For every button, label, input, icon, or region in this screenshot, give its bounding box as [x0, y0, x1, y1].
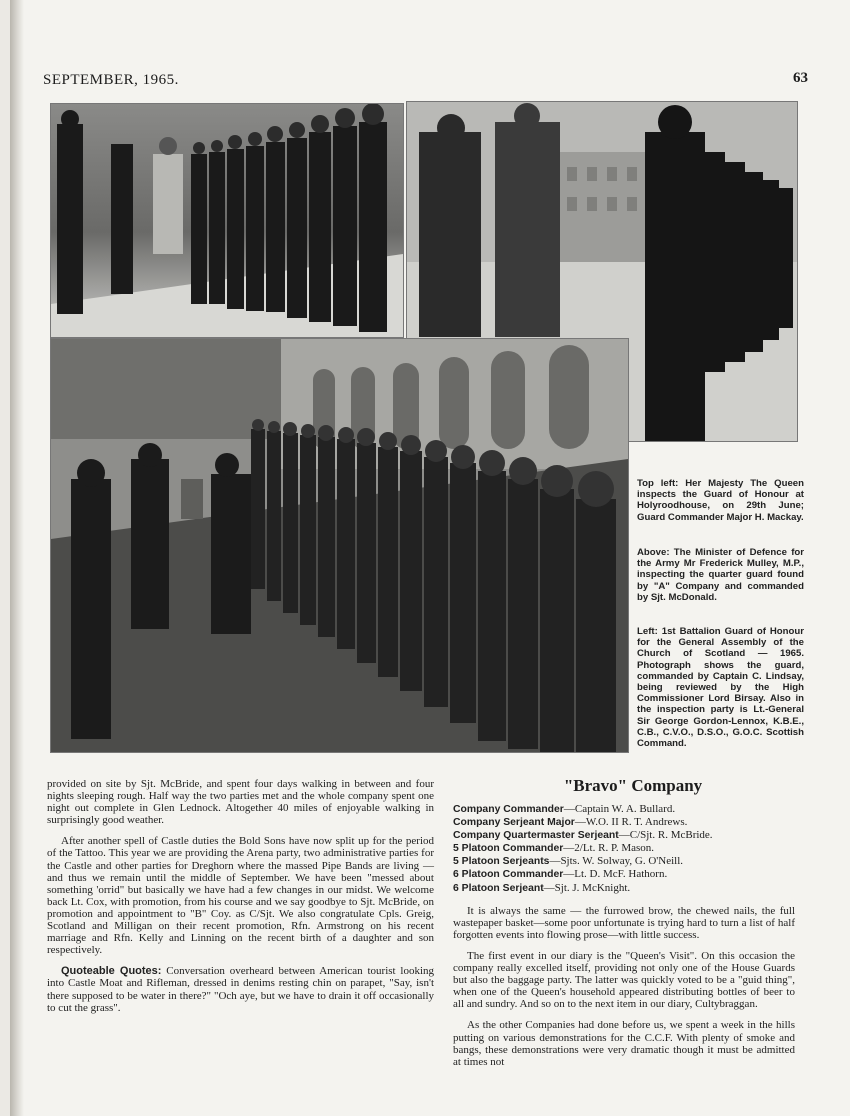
roster-role: 6 Platoon Serjeant: [453, 882, 544, 894]
company-roster: [453, 803, 795, 895]
roster-item: [453, 868, 795, 881]
roster-item: [453, 855, 795, 868]
section-title: "Bravo" Company: [563, 776, 703, 795]
caption-above: Above: The Minister of Defence for the Army Mr Frederick Mulley, M.P., inspecting the quarter guard found by "A" Company and commanded by Sjt. McDonald.: [637, 547, 804, 603]
caption-left: Left: 1st Battalion Guard of Honour for the General Assembly of the Church of Scotland — 1965. Photograph shows the guard, commanded by Captain C. Lindsay, being reviewed by the High Commissioner Lord Birsay. Also in the inspection party is Lt.-General Sir George Gordon-Lennox, K.B.E., C.B., C.V.O., D.S.O., G.O.C. Scottish Command.: [637, 626, 804, 750]
photo-general-assembly-guard: [50, 338, 629, 753]
page-binding-shadow: [10, 0, 24, 1116]
magazine-page: [10, 0, 850, 1116]
photo-queen-inspection-image: [51, 104, 403, 337]
roster-name: —Sjts. W. Solway, G. O'Neill.: [549, 855, 684, 868]
roster-name: —2/Lt. R. P. Mason.: [563, 842, 655, 855]
roster-name: —Lt. D. McF. Hathorn.: [563, 868, 668, 881]
roster-name: —Captain W. A. Bullard.: [563, 803, 676, 815]
roster-role: 5 Platoon Commander: [453, 843, 564, 855]
photo-general-assembly-guard-image: [51, 339, 628, 752]
roster-name: —Sjt. J. McKnight.: [543, 881, 631, 894]
quoteable-quotes-label: Quoteable Quotes:: [61, 965, 162, 978]
article-paragraph: The first event in our diary is the "Queen's Visit". On this occasion the company really excelled itself, providing not only one of the House Guards but also the baggage party. The latter was quickly voted to be a "guid thing", when one of the Queen's household appeared distributing bottles of beer to all and sundry. And so on to the next item in our diary, Cultybraggan.: [453, 949, 795, 1011]
roster-role: 5 Platoon Serjeants: [453, 856, 550, 868]
roster-item: [453, 829, 795, 842]
article-paragraph: After another spell of Castle duties the Bold Sons have now split up for the period of the Tattoo. This year we are providing the Arena party, two administrative parties for the Castle and other parties for Dreghorn where the massed Pipe Bands are living — and thus we remain until the middle of September. We have been "messed about something 'orrid" but basically we have had a few changes in our midst. We welcome back Lt. Cox, with promotion, from his course and we say goodbye to Sjt. McBride, on promotion and appointment to "B" Coy. as C/Sjt. We also congratulate Cpls. Greig, Scotland and Milligan on their recent promotion, Rfn. Armstrong on his recent marriage and Rfn. Kelly and Linning on the recent birth of a daughter and son respectively.: [47, 835, 434, 957]
roster-role: Company Serjeant Major: [453, 817, 575, 829]
roster-name: —C/Sjt. R. McBride.: [618, 829, 713, 842]
roster-role: Company Commander: [453, 804, 564, 815]
article-paragraph: As the other Companies had done before us, we spent a week in the hills putting on various demonstrations for the C.C.F. With plenty of smoke and bangs, these demonstrations were very dramatic though it must be admitted at times not: [453, 1019, 795, 1068]
article-paragraph: It is always the same — the furrowed brow, the chewed nails, the full wastepaper basket—some poor unfortunate is trying hard to turn a list of half forgotten events into flowing prose—with little success.: [453, 904, 795, 941]
quoteable-quotes-paragraph: [47, 965, 434, 1013]
photo-queen-inspection: [50, 103, 404, 338]
article-right-column: [453, 803, 795, 1077]
page-number: 63: [793, 70, 808, 86]
issue-date: SEPTEMBER, 1965.: [43, 72, 179, 88]
caption-top-left: Top left: Her Majesty The Queen inspects the Guard of Honour at Holyroodhouse, on 29th June; Guard Commander Major H. Mackay.: [637, 478, 804, 523]
roster-item: [453, 803, 795, 816]
roster-role: Company Quartermaster Serjeant: [453, 830, 619, 842]
article-paragraph: provided on site by Sjt. McBride, and spent four days walking in between and four nights sleeping rough. Half way the two parties met and the whole company spent one night out complete in Glen Lednock. Altogether 40 miles of enjoyable walking in surprisingly good weather.: [47, 778, 434, 827]
roster-name: —W.O. II R. T. Andrews.: [574, 816, 688, 829]
article-left-column: [47, 778, 434, 1023]
roster-item: [453, 816, 795, 829]
roster-role: 6 Platoon Commander: [453, 869, 564, 881]
roster-item: [453, 882, 795, 895]
quoteable-quotes-text: Conversation overheard between American tourist looking into Castle Moat and Rifleman, dressed in denims resting chin on parapet, "Say, isn't there supposed to be water in there?" "Och aye, but we have to drain it off occasionally to cut the grass".: [47, 965, 434, 1014]
roster-item: [453, 842, 795, 855]
